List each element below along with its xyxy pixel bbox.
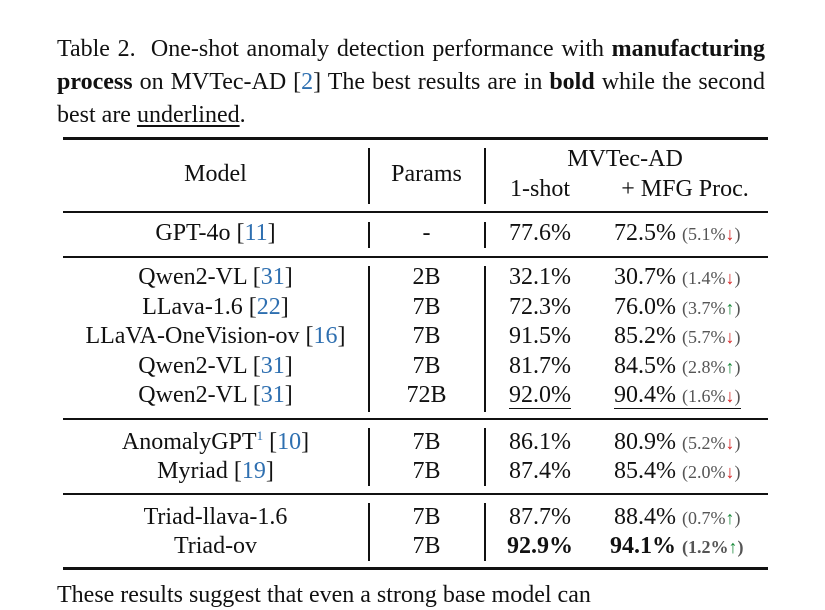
- caption-bold-word: bold: [549, 69, 595, 95]
- arrow-up-icon: ↑: [728, 537, 738, 557]
- caption-underlined-word: underlined: [136, 102, 240, 128]
- row-one-shot: 87.7%: [509, 504, 571, 530]
- citation-link[interactable]: 11: [244, 220, 268, 246]
- row-mfg-second-best: 90.4% (1.6%↓): [614, 382, 741, 408]
- arrow-down-icon: ↓: [725, 386, 735, 406]
- row-mfg: 76.0% (3.7%↑): [614, 294, 741, 320]
- table-bottom-rule: [63, 567, 768, 570]
- row-model: GPT-4o [11]: [155, 220, 276, 246]
- row-one-shot: 87.4%: [509, 458, 571, 484]
- citation-link[interactable]: 19: [241, 458, 266, 484]
- row-mfg-best: 94.1% (1.2%↑): [610, 533, 744, 559]
- citation-link[interactable]: 2: [301, 69, 314, 95]
- arrow-up-icon: ↑: [725, 357, 735, 377]
- row-params: 7B: [412, 323, 441, 349]
- arrow-down-icon: ↓: [725, 268, 735, 288]
- arrow-up-icon: ↑: [725, 508, 735, 528]
- group-rule-1: [63, 256, 768, 258]
- arrow-down-icon: ↓: [725, 327, 735, 347]
- row-mfg: 84.5% (2.8%↑): [614, 353, 741, 379]
- citation-link[interactable]: 31: [260, 264, 285, 290]
- table-top-rule: [63, 137, 768, 140]
- caption-text: One-shot anomaly detection performance with: [150, 36, 604, 62]
- row-params: 7B: [412, 458, 441, 484]
- column-separator: [484, 222, 486, 248]
- arrow-down-icon: ↓: [725, 224, 735, 244]
- header-rule: [63, 211, 768, 213]
- caption-text-while: while the second best are: [57, 69, 765, 128]
- row-one-shot: 77.6%: [509, 220, 571, 246]
- row-model: Qwen2-VL [31]: [138, 264, 293, 290]
- body-text-partial: These results suggest that even a strong base model can: [57, 582, 591, 608]
- column-separator: [484, 428, 486, 486]
- row-one-shot: 81.7%: [509, 353, 571, 379]
- row-model: Triad-llava-1.6: [143, 504, 288, 530]
- row-mfg: 85.2% (5.7%↓): [614, 323, 741, 349]
- caption-label: Table 2.: [57, 36, 136, 62]
- caption-text-mid: on MVTec-AD [: [139, 69, 302, 95]
- row-params: 7B: [412, 429, 441, 455]
- row-one-shot: 32.1%: [509, 264, 571, 290]
- row-params: 7B: [412, 353, 441, 379]
- row-mfg: 88.4% (0.7%↑): [614, 504, 741, 530]
- group-rule-3: [63, 493, 768, 495]
- column-separator: [484, 266, 486, 412]
- row-model: Qwen2-VL [31]: [138, 382, 293, 408]
- caption-end: .: [239, 102, 246, 128]
- row-mfg: 30.7% (1.4%↓): [614, 264, 741, 290]
- citation-link[interactable]: 31: [260, 382, 285, 408]
- header-params: Params: [391, 161, 462, 187]
- group-rule-2: [63, 418, 768, 420]
- row-model: LLaVA-OneVision-ov [16]: [85, 323, 346, 349]
- row-params: -: [422, 220, 431, 246]
- row-params: 7B: [412, 294, 441, 320]
- arrow-down-icon: ↓: [725, 433, 735, 453]
- caption-text-after: ] The best results are in: [313, 69, 543, 95]
- header-one-shot: 1-shot: [510, 176, 570, 202]
- row-mfg: 85.4% (2.0%↓): [614, 458, 741, 484]
- citation-link[interactable]: 16: [313, 323, 338, 349]
- row-params: 7B: [412, 504, 441, 530]
- row-model: LLava-1.6 [22]: [142, 294, 289, 320]
- row-params: 72B: [406, 382, 447, 408]
- citation-link[interactable]: 22: [256, 294, 281, 320]
- header-mfg-proc: + MFG Proc.: [621, 176, 749, 202]
- row-one-shot: 86.1%: [509, 429, 571, 455]
- row-mfg: 80.9% (5.2%↓): [614, 429, 741, 455]
- column-separator: [484, 503, 486, 561]
- row-model: Myriad [19]: [157, 458, 274, 484]
- row-mfg: 72.5% (5.1%↓): [614, 220, 741, 246]
- row-one-shot: 72.3%: [509, 294, 571, 320]
- row-one-shot: 91.5%: [509, 323, 571, 349]
- row-model: AnomalyGPT$^1$ [10]: [121, 428, 310, 455]
- column-separator: [484, 148, 486, 204]
- citation-link[interactable]: 31: [260, 353, 285, 379]
- arrow-down-icon: ↓: [725, 462, 735, 482]
- header-group-mvtec: MVTec-AD: [567, 146, 683, 172]
- row-params: 2B: [412, 264, 441, 290]
- footnote-marker[interactable]: 1: [256, 428, 264, 443]
- table-caption: [57, 33, 765, 132]
- arrow-up-icon: ↑: [725, 298, 735, 318]
- header-model: Model: [184, 161, 247, 187]
- row-model: Qwen2-VL [31]: [138, 353, 293, 379]
- row-model: Triad-ov: [173, 533, 258, 559]
- citation-link[interactable]: 10: [277, 429, 302, 455]
- row-params: 7B: [412, 533, 441, 559]
- row-one-shot-best: 92.9%: [507, 533, 573, 559]
- caption-bold-phrase: manufacturing process: [57, 36, 765, 95]
- row-one-shot-second-best: 92.0%: [509, 382, 571, 408]
